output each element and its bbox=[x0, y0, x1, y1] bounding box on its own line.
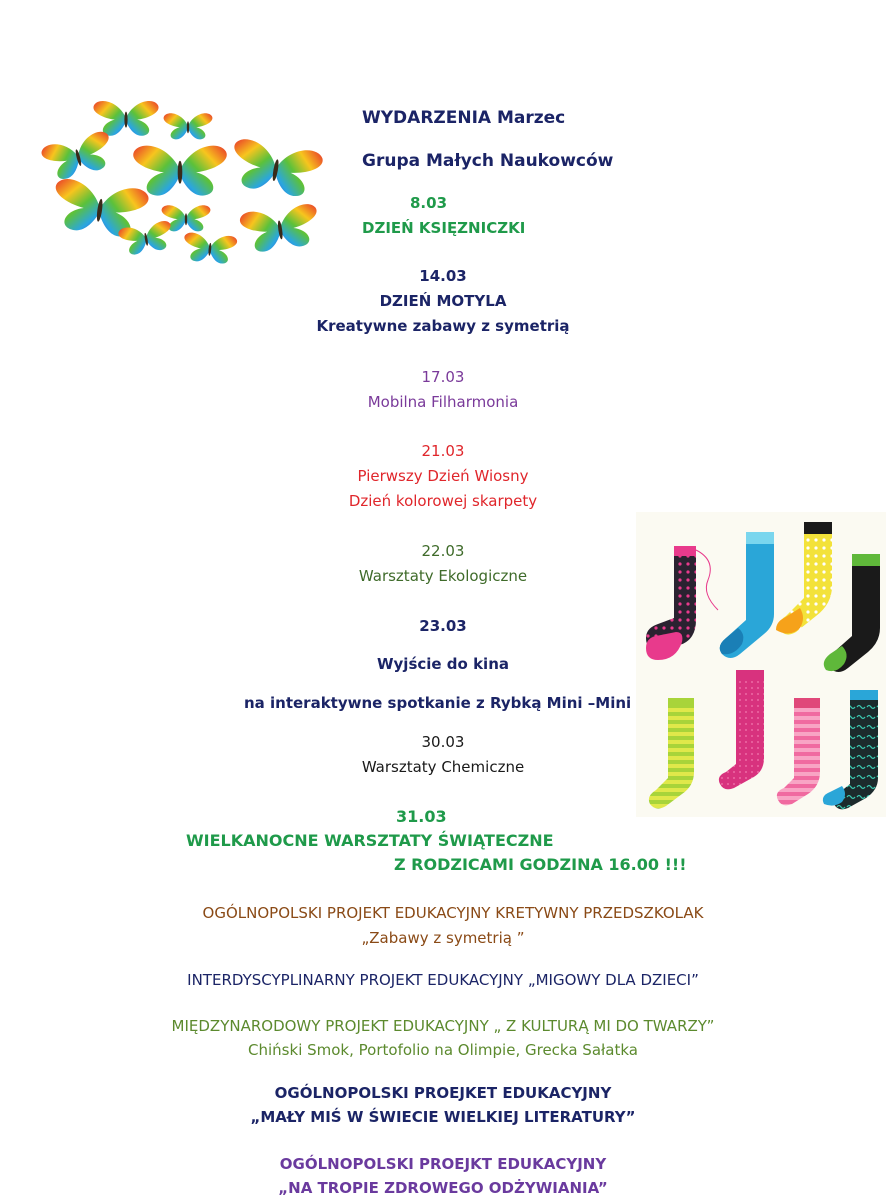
event-description: Dzień kolorowej skarpety bbox=[348, 492, 538, 510]
event-date: 14.03 bbox=[419, 267, 467, 285]
socks-illustration bbox=[636, 512, 886, 817]
event-title: Warsztaty Ekologiczne bbox=[358, 567, 528, 585]
event-date: 31.03 bbox=[396, 807, 447, 826]
project-subtitle: „NA TROPIE ZDROWEGO ODŻYWIANIA” bbox=[278, 1179, 608, 1197]
event-title: Mobilna Filharmonia bbox=[367, 393, 519, 411]
event-description: Kreatywne zabawy z symetrią bbox=[316, 317, 570, 335]
project-subtitle: Chiński Smok, Portofolio na Olimpie, Grecka Sałatka bbox=[248, 1041, 638, 1059]
event-date: 21.03 bbox=[421, 442, 465, 460]
event-date: 22.03 bbox=[421, 542, 465, 560]
event-title: Warsztaty Chemiczne bbox=[361, 758, 525, 776]
group-name: Grupa Małych Naukowców bbox=[362, 151, 614, 171]
event-date: 23.03 bbox=[419, 617, 467, 635]
project-title: MIĘDZYNARODOWY PROJEKT EDUKACYJNY „ Z KULTURĄ MI DO TWARZY” bbox=[171, 1017, 715, 1035]
event-description: na interaktywne spotkanie z Rybką Mini –Mini bbox=[244, 694, 632, 712]
event-date: 30.03 bbox=[421, 733, 465, 751]
event-title: WIELKANOCNE WARSZTATY ŚWIĄTECZNE bbox=[186, 831, 554, 850]
project-title: OGÓLNOPOLSKI PROEJKT EDUKACYJNY bbox=[279, 1155, 607, 1173]
event-title: DZIEŃ MOTYLA bbox=[379, 292, 507, 310]
event-title: Pierwszy Dzień Wiosny bbox=[357, 467, 529, 485]
page-title: WYDARZENIA Marzec bbox=[362, 108, 566, 128]
project-title: INTERDYSCYPLINARNY PROJEKT EDUKACYJNY „MIGOWY DLA DZIECI” bbox=[187, 971, 699, 989]
project-subtitle: „Zabawy z symetrią ” bbox=[361, 929, 525, 947]
project-subtitle: „MAŁY MIŚ W ŚWIECIE WIELKIEJ LITERATURY” bbox=[250, 1108, 636, 1126]
project-title: OGÓLNOPOLSKI PROEJKET EDUKACYJNY bbox=[274, 1084, 612, 1102]
event-title: Wyjście do kina bbox=[376, 655, 509, 673]
project-title: OGÓLNOPOLSKI PROJEKT EDUKACYJNY KRETYWNY PRZEDSZKOLAK bbox=[202, 904, 704, 922]
event-date: 17.03 bbox=[421, 368, 465, 386]
event-date: 8.03 bbox=[410, 194, 448, 212]
event-title: DZIEŃ KSIĘZNICZKI bbox=[362, 219, 526, 237]
event-description: Z RODZICAMI GODZINA 16.00 !!! bbox=[394, 855, 687, 874]
butterflies-illustration bbox=[18, 88, 338, 268]
